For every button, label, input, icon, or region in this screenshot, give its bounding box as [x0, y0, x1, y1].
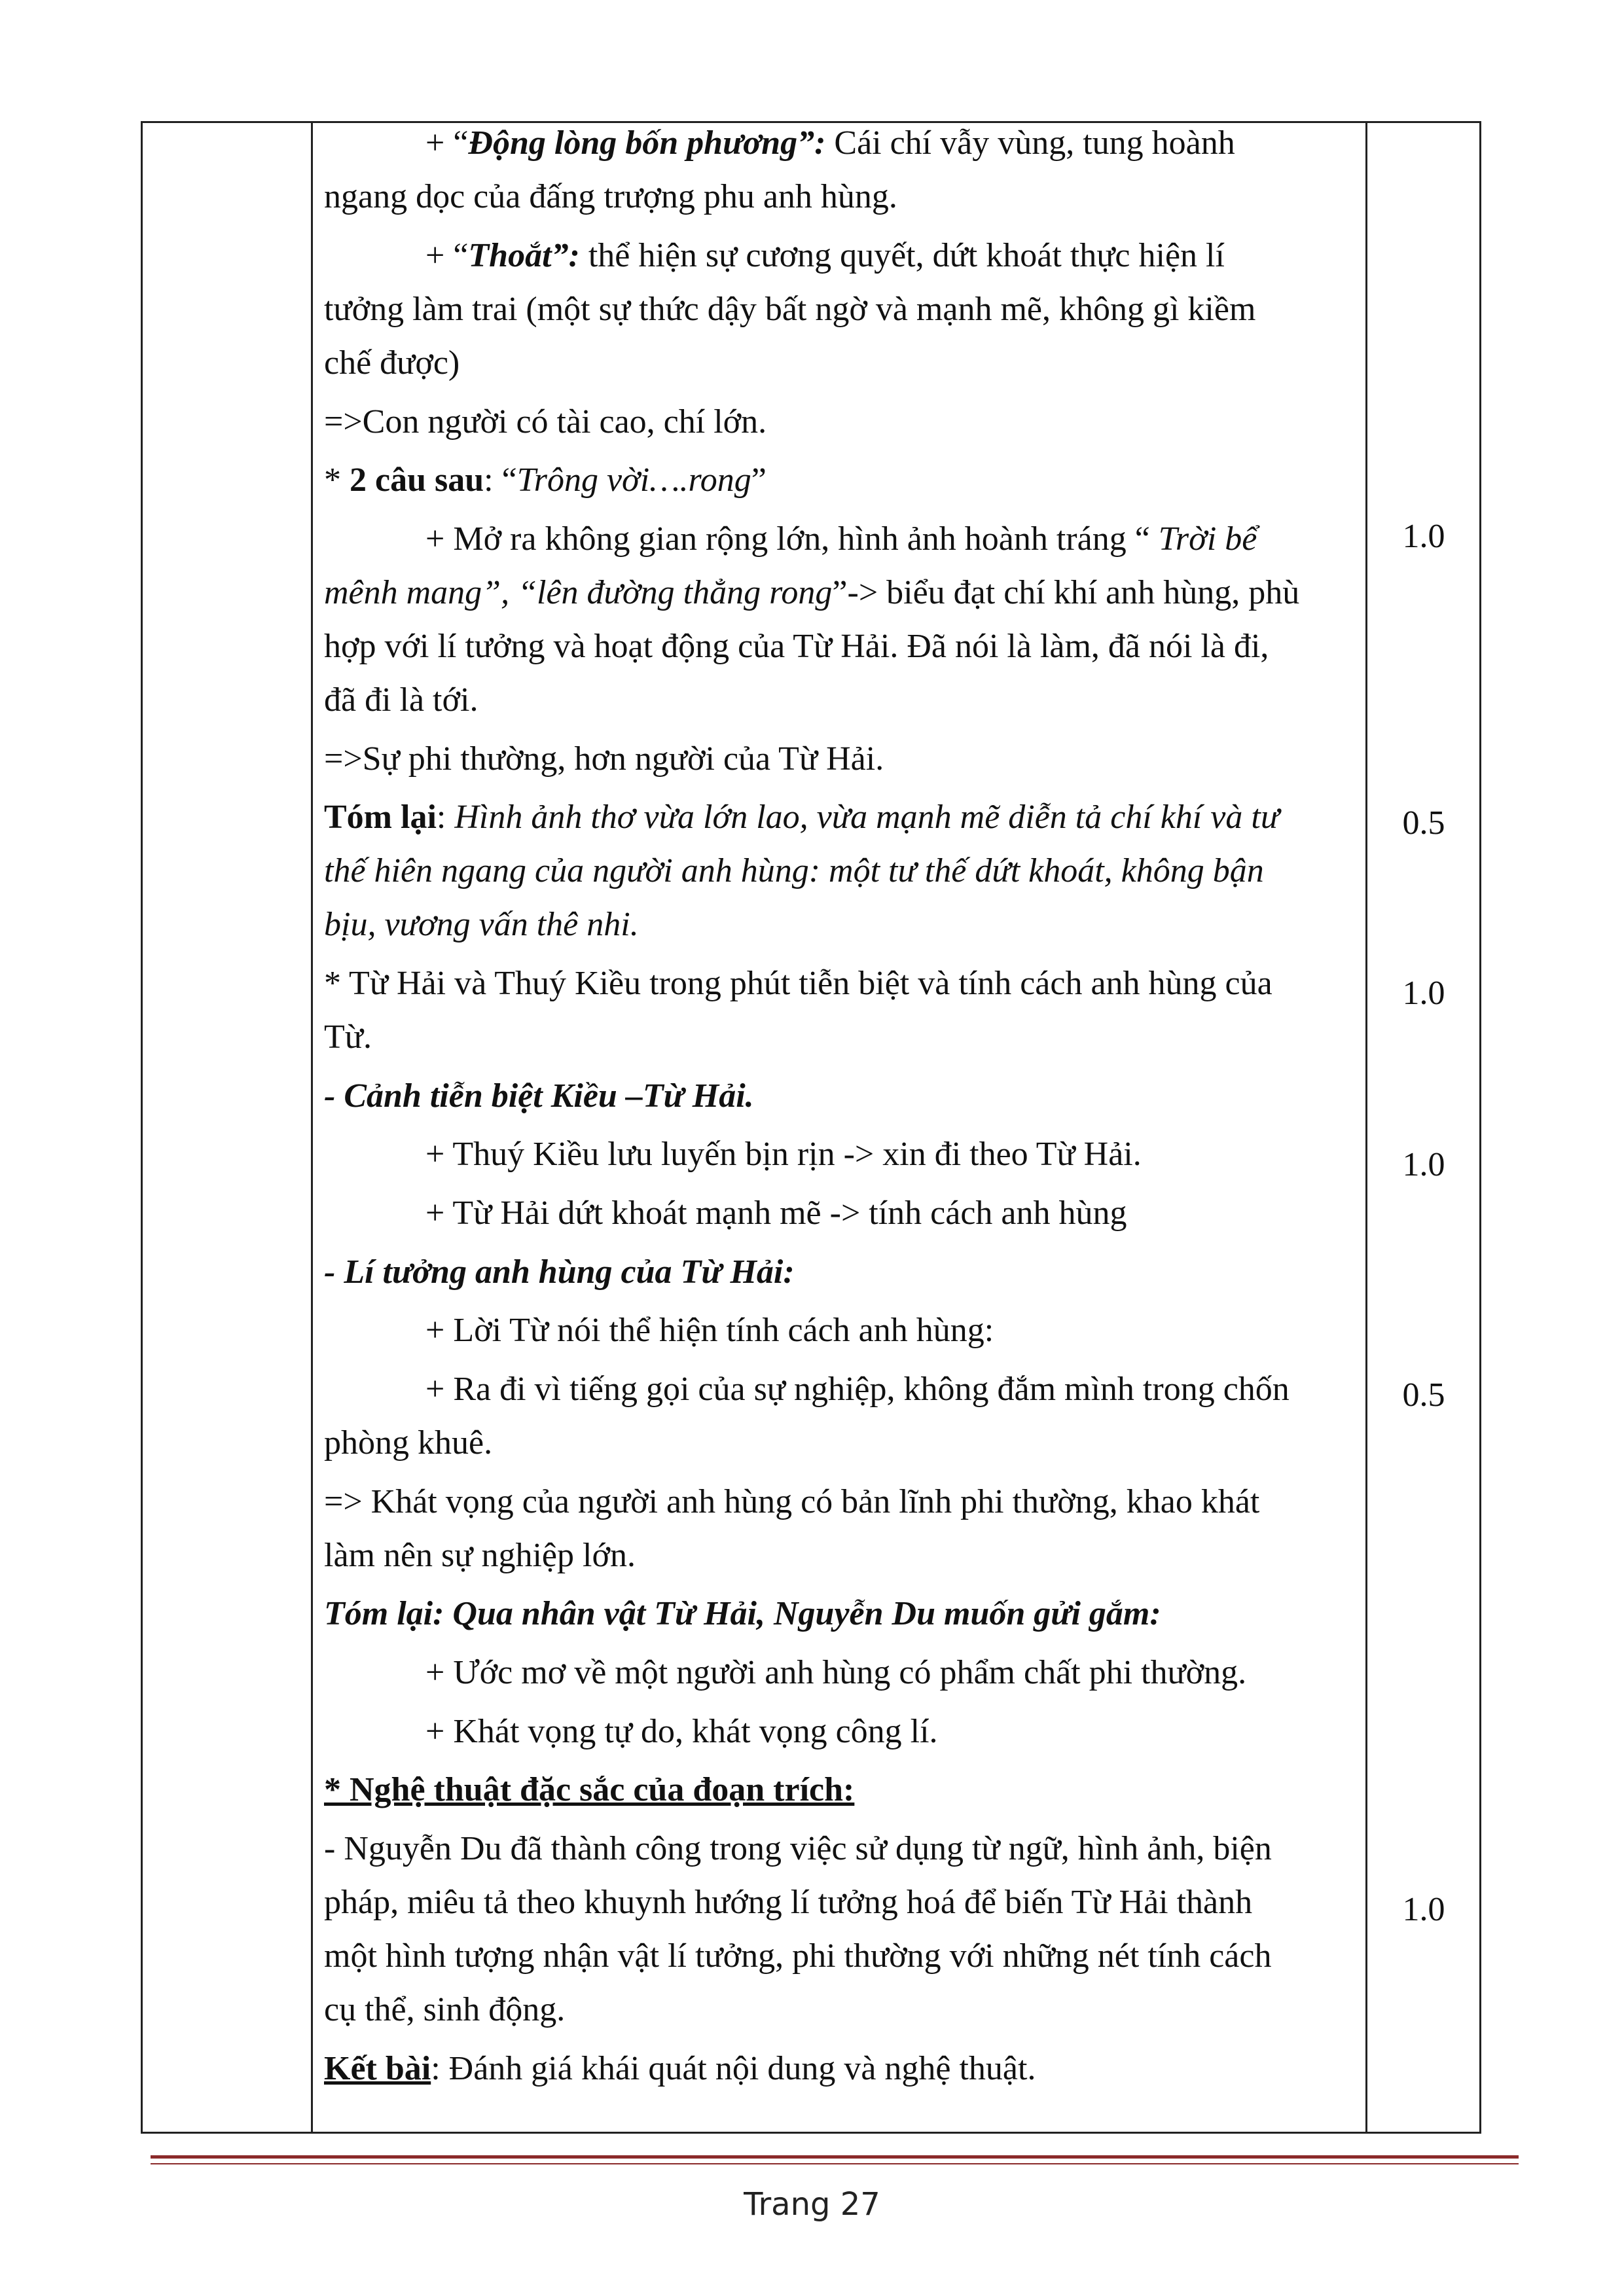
- score-value: 0.5: [1402, 804, 1445, 842]
- text-line: =>Con người có tài cao, chí lớn.: [324, 403, 767, 440]
- text-line: Tóm lại: Hình ảnh thơ vừa lớn lao, vừa mạnh mẽ diễn tả chí khí và tư: [324, 798, 1280, 836]
- text-line: Kết bài: Đánh giá khái quát nội dung và nghệ thuật.: [324, 2050, 1036, 2087]
- score-value: 1.0: [1402, 1891, 1445, 1928]
- text-line: + “Động lòng bốn phương”: Cái chí vẫy vùng, tung hoành: [425, 124, 1235, 162]
- section-heading: - Cảnh tiễn biệt Kiều –Từ Hải.: [324, 1077, 754, 1115]
- score-value: 1.0: [1402, 1146, 1445, 1183]
- text-line: => Khát vọng của người anh hùng có bản lĩnh phi thường, khao khát: [324, 1483, 1260, 1520]
- text-line: làm nên sự nghiệp lớn.: [324, 1537, 636, 1574]
- text-line: + Từ Hải dứt khoát mạnh mẽ -> tính cách anh hùng: [425, 1194, 1127, 1232]
- score-value: 1.0: [1402, 518, 1445, 555]
- text-line: =>Sự phi thường, hơn người của Từ Hải.: [324, 740, 884, 778]
- text-line: hợp với lí tưởng và hoạt động của Từ Hải. Đã nói là làm, đã nói là đi,: [324, 628, 1269, 665]
- text-line: + “Thoắt”: thể hiện sự cương quyết, dứt khoát thực hiện lí: [425, 237, 1225, 274]
- text-line: + Ra đi vì tiếng gọi của sự nghiệp, không đắm mình trong chốn: [425, 1371, 1290, 1408]
- text-line: mênh mang”, “lên đường thẳng rong”-> biểu đạt chí khí anh hùng, phù: [324, 574, 1300, 611]
- footer-divider: [151, 2155, 1519, 2159]
- text-line: + Thuý Kiều lưu luyến bịn rịn -> xin đi theo Từ Hải.: [425, 1136, 1142, 1173]
- text-line: + Khát vọng tự do, khát vọng công lí.: [425, 1713, 938, 1750]
- text-line: Từ.: [324, 1018, 372, 1056]
- text-line: + Lời Từ nói thể hiện tính cách anh hùng:: [425, 1312, 994, 1349]
- text-line: * Từ Hải và Thuý Kiều trong phút tiễn biệt và tính cách anh hùng của: [324, 965, 1272, 1002]
- text-line: ngang dọc của đấng trượng phu anh hùng.: [324, 178, 897, 215]
- text-line: pháp, miêu tả theo khuynh hướng lí tưởng hoá để biến Từ Hải thành: [324, 1884, 1253, 1921]
- section-heading: - Lí tưởng anh hùng của Từ Hải:: [324, 1253, 795, 1291]
- text-line: - Nguyễn Du đã thành công trong việc sử dụng từ ngữ, hình ảnh, biện: [324, 1830, 1272, 1867]
- text-line: chế được): [324, 344, 460, 382]
- footer-divider-thin: [151, 2163, 1519, 2164]
- column-divider-right: [1365, 123, 1367, 2132]
- column-divider-left: [311, 123, 313, 2132]
- text-line: một hình tượng nhận vật lí tưởng, phi thường với những nét tính cách: [324, 1937, 1272, 1975]
- text-line: phòng khuê.: [324, 1424, 493, 1462]
- score-value: 1.0: [1402, 975, 1445, 1012]
- text-line: bịu, vương vấn thê nhi.: [324, 906, 639, 943]
- section-heading: * Nghệ thuật đặc sắc của đoạn trích:: [324, 1771, 855, 1808]
- text-line: đã đi là tới.: [324, 681, 478, 719]
- text-line: thế hiên ngang của người anh hùng: một tư thế dứt khoát, không bận: [324, 852, 1264, 889]
- text-line: * 2 câu sau: “Trông vời….rong”: [324, 461, 767, 499]
- text-line: tưởng làm trai (một sự thức dậy bất ngờ và mạnh mẽ, không gì kiềm: [324, 291, 1256, 328]
- text-line: + Mở ra không gian rộng lớn, hình ảnh hoành tráng “ Trời bể: [425, 520, 1257, 558]
- page-number: Trang 27: [744, 2186, 880, 2223]
- text-line: + Ước mơ về một người anh hùng có phẩm chất phi thường.: [425, 1654, 1247, 1691]
- text-line: cụ thể, sinh động.: [324, 1991, 566, 2028]
- section-heading: Tóm lại: Qua nhân vật Từ Hải, Nguyễn Du muốn gửi gắm:: [324, 1595, 1161, 1632]
- score-value: 0.5: [1402, 1376, 1445, 1414]
